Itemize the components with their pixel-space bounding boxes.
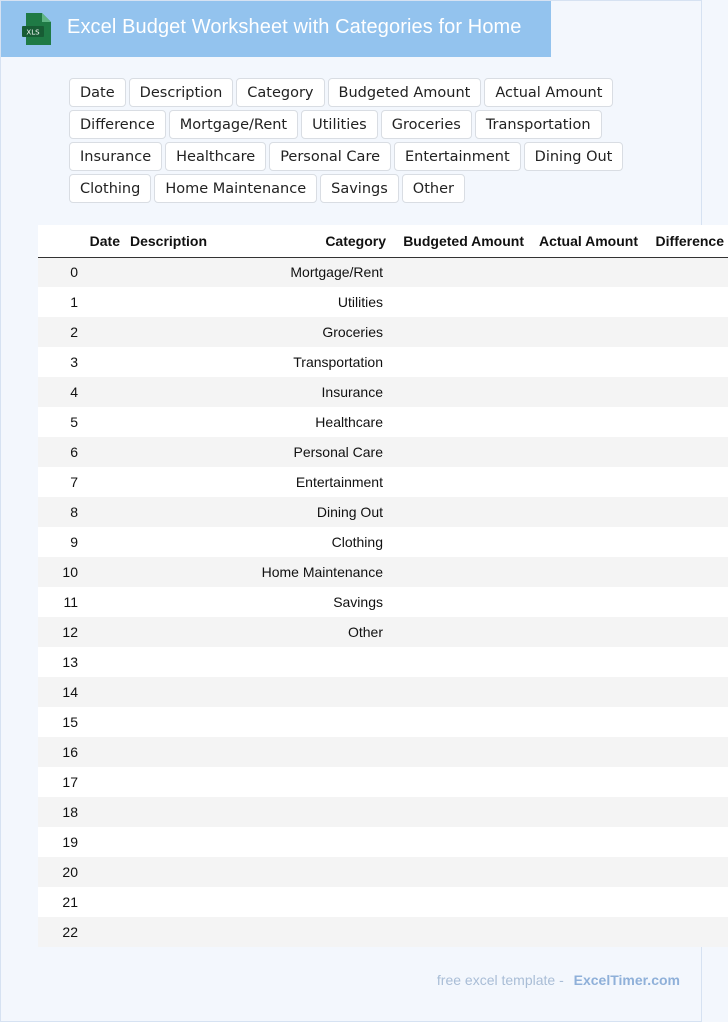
footer-brand-link[interactable]: ExcelTimer.com: [573, 972, 680, 988]
category-cell[interactable]: Utilities: [220, 287, 390, 317]
date-cell[interactable]: [78, 917, 124, 947]
excel-file-icon: [22, 13, 51, 45]
actual-amount-cell[interactable]: [528, 647, 642, 677]
difference-cell[interactable]: [642, 557, 728, 587]
category-cell[interactable]: [220, 767, 390, 797]
difference-cell[interactable]: [642, 887, 728, 917]
category-cell[interactable]: [220, 797, 390, 827]
column-chip[interactable]: Mortgage/Rent: [169, 110, 298, 139]
excel-icon-label: XLS: [26, 28, 40, 37]
budgeted-amount-cell[interactable]: [390, 857, 528, 887]
table-row[interactable]: [38, 497, 728, 527]
description-cell[interactable]: [124, 407, 220, 437]
actual-amount-cell[interactable]: [528, 917, 642, 947]
description-cell[interactable]: [124, 347, 220, 377]
category-cell[interactable]: Healthcare: [220, 407, 390, 437]
description-cell[interactable]: [124, 707, 220, 737]
column-chip[interactable]: Transportation: [475, 110, 602, 139]
row-index-cell[interactable]: 7: [38, 467, 78, 497]
difference-cell[interactable]: [642, 617, 728, 647]
category-cell[interactable]: [220, 707, 390, 737]
row-index-cell[interactable]: 10: [38, 557, 78, 587]
budgeted-amount-cell[interactable]: [390, 737, 528, 767]
budgeted-amount-cell[interactable]: [390, 677, 528, 707]
budgeted-amount-cell[interactable]: [390, 257, 528, 287]
table-row[interactable]: [38, 617, 728, 647]
actual-amount-cell[interactable]: [528, 407, 642, 437]
description-cell[interactable]: [124, 857, 220, 887]
column-chip[interactable]: Other: [402, 174, 465, 203]
actual-amount-cell[interactable]: [528, 437, 642, 467]
table-row[interactable]: [38, 557, 728, 587]
description-cell[interactable]: [124, 377, 220, 407]
budgeted-amount-cell[interactable]: [390, 497, 528, 527]
table-row[interactable]: [38, 797, 728, 827]
budgeted-amount-cell[interactable]: [390, 917, 528, 947]
actual-amount-cell[interactable]: [528, 377, 642, 407]
date-cell[interactable]: [78, 497, 124, 527]
category-cell[interactable]: [220, 857, 390, 887]
description-cell[interactable]: [124, 617, 220, 647]
column-chip[interactable]: Dining Out: [524, 142, 624, 171]
date-cell[interactable]: [78, 857, 124, 887]
table-row[interactable]: [38, 767, 728, 797]
table-row[interactable]: [38, 647, 728, 677]
category-cell[interactable]: Personal Care: [220, 437, 390, 467]
actual-amount-cell[interactable]: [528, 257, 642, 287]
row-index-cell[interactable]: 22: [38, 917, 78, 947]
column-chip[interactable]: Utilities: [301, 110, 378, 139]
description-cell[interactable]: [124, 797, 220, 827]
table-row[interactable]: [38, 257, 728, 287]
table-row[interactable]: [38, 587, 728, 617]
description-cell[interactable]: [124, 917, 220, 947]
difference-cell[interactable]: [642, 587, 728, 617]
footer-credit: [437, 972, 680, 988]
budgeted-amount-cell[interactable]: [390, 437, 528, 467]
description-cell[interactable]: [124, 257, 220, 287]
budgeted-amount-cell[interactable]: [390, 707, 528, 737]
table-row[interactable]: [38, 887, 728, 917]
category-cell[interactable]: Transportation: [220, 347, 390, 377]
row-index-cell[interactable]: 18: [38, 797, 78, 827]
budget-table: [38, 225, 728, 947]
description-cell[interactable]: [124, 527, 220, 557]
category-cell[interactable]: Savings: [220, 587, 390, 617]
difference-cell[interactable]: [642, 767, 728, 797]
difference-cell[interactable]: [642, 707, 728, 737]
difference-cell[interactable]: [642, 407, 728, 437]
row-index-cell[interactable]: 14: [38, 677, 78, 707]
table-row[interactable]: [38, 737, 728, 767]
table-row[interactable]: [38, 527, 728, 557]
difference-cell[interactable]: [642, 527, 728, 557]
column-chip[interactable]: Clothing: [69, 174, 151, 203]
row-index-cell[interactable]: 11: [38, 587, 78, 617]
row-index-cell[interactable]: 1: [38, 287, 78, 317]
column-chip[interactable]: Actual Amount: [484, 78, 613, 107]
difference-cell[interactable]: [642, 917, 728, 947]
table-header-row: [38, 225, 728, 257]
actual-amount-cell[interactable]: [528, 797, 642, 827]
table-row[interactable]: [38, 287, 728, 317]
column-chip[interactable]: Savings: [320, 174, 399, 203]
row-index-cell[interactable]: 20: [38, 857, 78, 887]
page-header: [1, 1, 551, 57]
row-index-cell[interactable]: 19: [38, 827, 78, 857]
budgeted-amount-cell[interactable]: [390, 317, 528, 347]
actual-amount-cell[interactable]: [528, 707, 642, 737]
actual-amount-cell[interactable]: [528, 467, 642, 497]
header-difference: Difference: [642, 225, 728, 257]
difference-cell[interactable]: [642, 827, 728, 857]
description-cell[interactable]: [124, 287, 220, 317]
actual-amount-cell[interactable]: [528, 557, 642, 587]
header-category: Category: [220, 225, 390, 257]
description-cell[interactable]: [124, 737, 220, 767]
date-cell[interactable]: [78, 677, 124, 707]
budget-table-container[interactable]: [62, 225, 724, 947]
date-cell[interactable]: [78, 737, 124, 767]
budgeted-amount-cell[interactable]: [390, 887, 528, 917]
difference-cell[interactable]: [642, 677, 728, 707]
actual-amount-cell[interactable]: [528, 587, 642, 617]
description-cell[interactable]: [124, 437, 220, 467]
row-index-cell[interactable]: 15: [38, 707, 78, 737]
description-cell[interactable]: [124, 557, 220, 587]
row-index-cell[interactable]: 9: [38, 527, 78, 557]
actual-amount-cell[interactable]: [528, 347, 642, 377]
date-cell[interactable]: [78, 257, 124, 287]
column-chip[interactable]: Description: [129, 78, 234, 107]
difference-cell[interactable]: [642, 377, 728, 407]
category-cell[interactable]: Mortgage/Rent: [220, 257, 390, 287]
actual-amount-cell[interactable]: [528, 497, 642, 527]
description-cell[interactable]: [124, 827, 220, 857]
description-cell[interactable]: [124, 767, 220, 797]
date-cell[interactable]: [78, 557, 124, 587]
budgeted-amount-cell[interactable]: [390, 557, 528, 587]
budgeted-amount-cell[interactable]: [390, 347, 528, 377]
table-row[interactable]: [38, 827, 728, 857]
difference-cell[interactable]: [642, 467, 728, 497]
date-cell[interactable]: [78, 647, 124, 677]
budgeted-amount-cell[interactable]: [390, 287, 528, 317]
date-cell[interactable]: [78, 287, 124, 317]
date-cell[interactable]: [78, 827, 124, 857]
difference-cell[interactable]: [642, 437, 728, 467]
description-cell[interactable]: [124, 587, 220, 617]
description-cell[interactable]: [124, 647, 220, 677]
row-index-cell[interactable]: 12: [38, 617, 78, 647]
category-cell[interactable]: [220, 827, 390, 857]
row-index-cell[interactable]: 4: [38, 377, 78, 407]
date-cell[interactable]: [78, 407, 124, 437]
category-cell[interactable]: Entertainment: [220, 467, 390, 497]
actual-amount-cell[interactable]: [528, 767, 642, 797]
date-cell[interactable]: [78, 797, 124, 827]
date-cell[interactable]: [78, 467, 124, 497]
difference-cell[interactable]: [642, 497, 728, 527]
date-cell[interactable]: [78, 617, 124, 647]
category-cell[interactable]: Dining Out: [220, 497, 390, 527]
table-row[interactable]: [38, 677, 728, 707]
budgeted-amount-cell[interactable]: [390, 647, 528, 677]
column-chip[interactable]: Date: [69, 78, 126, 107]
budgeted-amount-cell[interactable]: [390, 767, 528, 797]
difference-cell[interactable]: [642, 647, 728, 677]
difference-cell[interactable]: [642, 797, 728, 827]
row-index-cell[interactable]: 17: [38, 767, 78, 797]
actual-amount-cell[interactable]: [528, 827, 642, 857]
budgeted-amount-cell[interactable]: [390, 407, 528, 437]
row-index-cell[interactable]: 16: [38, 737, 78, 767]
table-row[interactable]: [38, 377, 728, 407]
budgeted-amount-cell[interactable]: [390, 617, 528, 647]
table-row[interactable]: [38, 437, 728, 467]
budgeted-amount-cell[interactable]: [390, 827, 528, 857]
category-cell[interactable]: [220, 917, 390, 947]
actual-amount-cell[interactable]: [528, 527, 642, 557]
table-row[interactable]: [38, 317, 728, 347]
category-cell[interactable]: Insurance: [220, 377, 390, 407]
table-row[interactable]: [38, 707, 728, 737]
actual-amount-cell[interactable]: [528, 287, 642, 317]
date-cell[interactable]: [78, 887, 124, 917]
column-chip[interactable]: Home Maintenance: [154, 174, 317, 203]
category-cell[interactable]: Home Maintenance: [220, 557, 390, 587]
page-title: Excel Budget Worksheet with Categories for Home: [67, 16, 522, 38]
date-cell[interactable]: [78, 707, 124, 737]
date-cell[interactable]: [78, 767, 124, 797]
actual-amount-cell[interactable]: [528, 617, 642, 647]
budgeted-amount-cell[interactable]: [390, 467, 528, 497]
table-row[interactable]: [38, 407, 728, 437]
category-cell[interactable]: Groceries: [220, 317, 390, 347]
category-cell[interactable]: Other: [220, 617, 390, 647]
row-index-cell[interactable]: 2: [38, 317, 78, 347]
table-row[interactable]: [38, 857, 728, 887]
column-chip[interactable]: Healthcare: [165, 142, 266, 171]
row-index-cell[interactable]: 5: [38, 407, 78, 437]
category-cell[interactable]: [220, 737, 390, 767]
column-chip[interactable]: Difference: [69, 110, 166, 139]
column-chip[interactable]: Entertainment: [394, 142, 521, 171]
budgeted-amount-cell[interactable]: [390, 377, 528, 407]
budgeted-amount-cell[interactable]: [390, 527, 528, 557]
row-index-cell[interactable]: 8: [38, 497, 78, 527]
row-index-cell[interactable]: 6: [38, 437, 78, 467]
actual-amount-cell[interactable]: [528, 737, 642, 767]
category-cell[interactable]: [220, 887, 390, 917]
row-index-cell[interactable]: 21: [38, 887, 78, 917]
column-chip[interactable]: Personal Care: [269, 142, 391, 171]
actual-amount-cell[interactable]: [528, 317, 642, 347]
header-budgeted-amount: Budgeted Amount: [390, 225, 528, 257]
header-actual-amount: Actual Amount: [528, 225, 642, 257]
header-date: Date: [78, 225, 124, 257]
category-cell[interactable]: [220, 677, 390, 707]
date-cell[interactable]: [78, 437, 124, 467]
date-cell[interactable]: [78, 317, 124, 347]
difference-cell[interactable]: [642, 347, 728, 377]
header-description: Description: [124, 225, 220, 257]
difference-cell[interactable]: [642, 317, 728, 347]
table-row[interactable]: [38, 467, 728, 497]
budgeted-amount-cell[interactable]: [390, 797, 528, 827]
footer-prefix: free excel template -: [436, 972, 564, 988]
description-cell[interactable]: [124, 497, 220, 527]
date-cell[interactable]: [78, 347, 124, 377]
difference-cell[interactable]: [642, 287, 728, 317]
category-cell[interactable]: Clothing: [220, 527, 390, 557]
column-chip[interactable]: Groceries: [381, 110, 472, 139]
budgeted-amount-cell[interactable]: [390, 587, 528, 617]
header-index: [38, 225, 78, 257]
date-cell[interactable]: [78, 527, 124, 557]
actual-amount-cell[interactable]: [528, 677, 642, 707]
description-cell[interactable]: [124, 677, 220, 707]
description-cell[interactable]: [124, 887, 220, 917]
row-index-cell[interactable]: 3: [38, 347, 78, 377]
column-chip[interactable]: Insurance: [69, 142, 162, 171]
column-chip-list: [69, 78, 679, 203]
description-cell[interactable]: [124, 467, 220, 497]
column-chip[interactable]: Category: [236, 78, 324, 107]
table-row[interactable]: [38, 917, 728, 947]
category-cell[interactable]: [220, 647, 390, 677]
row-index-cell[interactable]: 13: [38, 647, 78, 677]
difference-cell[interactable]: [642, 737, 728, 767]
date-cell[interactable]: [78, 587, 124, 617]
actual-amount-cell[interactable]: [528, 857, 642, 887]
column-chip[interactable]: Budgeted Amount: [328, 78, 482, 107]
table-row[interactable]: [38, 347, 728, 377]
difference-cell[interactable]: [642, 857, 728, 887]
date-cell[interactable]: [78, 377, 124, 407]
difference-cell[interactable]: [642, 257, 728, 287]
row-index-cell[interactable]: 0: [38, 257, 78, 287]
actual-amount-cell[interactable]: [528, 887, 642, 917]
description-cell[interactable]: [124, 317, 220, 347]
